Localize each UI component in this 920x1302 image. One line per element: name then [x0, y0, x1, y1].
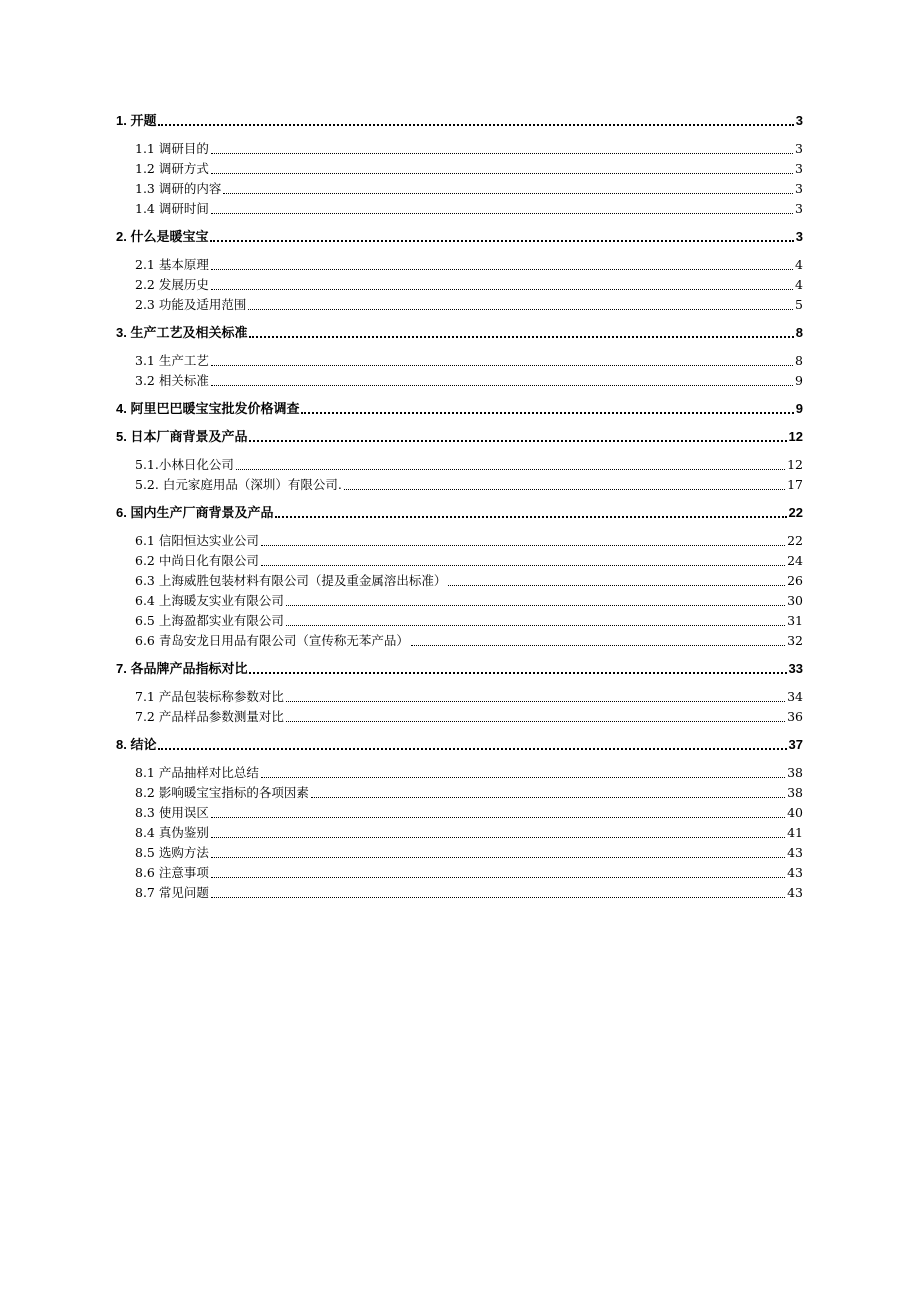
toc-subsection-entry[interactable] [116, 686, 803, 706]
toc-subsection-entry[interactable] [116, 370, 803, 390]
toc-subsection-page-number: 38 [787, 785, 803, 800]
toc-chapter-page-number: 33 [788, 661, 803, 676]
toc-subsection-entry[interactable] [116, 198, 803, 218]
toc-dot-leader [211, 153, 793, 154]
toc-dot-leader [249, 672, 786, 674]
toc-subsection-page-number: 9 [795, 373, 803, 388]
toc-section [116, 658, 803, 726]
toc-subsection-entry[interactable] [116, 630, 803, 650]
toc-dot-leader [158, 748, 786, 750]
toc-dot-leader [261, 565, 785, 566]
toc-subsection-title: 5.2. 白元家庭用品（深圳）有限公司. [135, 477, 342, 492]
toc-subsection-page-number: 8 [795, 353, 803, 368]
toc-subsection-title: 1.3 调研的内容 [135, 181, 222, 196]
toc-dot-leader [286, 605, 785, 606]
toc-subsection-page-number: 43 [787, 885, 803, 900]
toc-chapter-title: 6. 国内生产厂商背景及产品 [116, 505, 274, 520]
toc-section [116, 426, 803, 494]
toc-subsection-entry[interactable] [116, 274, 803, 294]
toc-dot-leader [211, 289, 793, 290]
toc-subsection-list [116, 254, 803, 314]
toc-dot-leader [311, 797, 785, 798]
toc-section [116, 226, 803, 314]
toc-dot-leader [211, 857, 785, 858]
toc-subsection-page-number: 43 [787, 845, 803, 860]
toc-dot-leader [411, 645, 785, 646]
toc-dot-leader [211, 385, 793, 386]
toc-subsection-title: 8.2 影响暖宝宝指标的各项因素 [135, 785, 309, 800]
toc-subsection-page-number: 38 [787, 765, 803, 780]
toc-dot-leader [211, 877, 785, 878]
toc-subsection-title: 8.6 注意事项 [135, 865, 209, 880]
toc-dot-leader [261, 777, 785, 778]
toc-subsection-entry[interactable] [116, 178, 803, 198]
toc-dot-leader [261, 545, 785, 546]
toc-dot-leader [344, 489, 785, 490]
toc-subsection-page-number: 36 [787, 709, 803, 724]
toc-dot-leader [236, 469, 785, 470]
toc-chapter-page-number: 8 [795, 325, 803, 340]
toc-subsection-page-number: 32 [787, 633, 803, 648]
toc-subsection-title: 6.3 上海威胜包装材料有限公司（提及重金属溶出标准） [135, 573, 447, 588]
toc-subsection-list [116, 530, 803, 650]
toc-subsection-title: 2.2 发展历史 [135, 277, 209, 292]
toc-subsection-entry[interactable] [116, 138, 803, 158]
toc-chapter-title: 4. 阿里巴巴暖宝宝批发价格调查 [116, 401, 300, 416]
toc-dot-leader [211, 817, 785, 818]
toc-subsection-entry[interactable] [116, 706, 803, 726]
toc-subsection-entry[interactable] [116, 158, 803, 178]
toc-subsection-entry[interactable] [116, 782, 803, 802]
toc-subsection-page-number: 40 [787, 805, 803, 820]
toc-chapter-entry[interactable] [116, 110, 803, 130]
toc-section [116, 502, 803, 650]
toc-subsection-page-number: 3 [795, 181, 803, 196]
toc-subsection-list [116, 686, 803, 726]
toc-subsection-title: 2.3 功能及适用范围 [135, 297, 247, 312]
toc-subsection-entry[interactable] [116, 570, 803, 590]
toc-subsection-title: 6.4 上海暖友实业有限公司 [135, 593, 284, 608]
toc-chapter-entry[interactable] [116, 502, 803, 522]
toc-subsection-entry[interactable] [116, 610, 803, 630]
toc-dot-leader [448, 585, 785, 586]
toc-subsection-list [116, 138, 803, 218]
toc-chapter-entry[interactable] [116, 426, 803, 446]
toc-subsection-entry[interactable] [116, 842, 803, 862]
toc-subsection-page-number: 22 [787, 533, 803, 548]
toc-subsection-page-number: 4 [795, 277, 803, 292]
toc-subsection-entry[interactable] [116, 862, 803, 882]
toc-subsection-entry[interactable] [116, 802, 803, 822]
toc-subsection-title: 8.5 选购方法 [135, 845, 209, 860]
toc-dot-leader [223, 193, 793, 194]
table-of-contents [116, 110, 803, 902]
toc-dot-leader [248, 309, 793, 310]
toc-subsection-title: 6.1 信阳恒达实业公司 [135, 533, 259, 548]
toc-chapter-entry[interactable] [116, 398, 803, 418]
toc-subsection-entry[interactable] [116, 590, 803, 610]
toc-chapter-title: 7. 各品牌产品指标对比 [116, 661, 248, 676]
toc-subsection-title: 6.2 中尚日化有限公司 [135, 553, 259, 568]
toc-subsection-title: 8.1 产品抽样对比总结 [135, 765, 259, 780]
toc-chapter-page-number: 3 [795, 113, 803, 128]
toc-subsection-title: 8.4 真伪鉴别 [135, 825, 209, 840]
toc-subsection-list [116, 454, 803, 494]
toc-subsection-title: 6.6 青岛安龙日用品有限公司（宣传称无苯产品） [135, 633, 409, 648]
toc-dot-leader [211, 837, 785, 838]
toc-subsection-page-number: 3 [795, 161, 803, 176]
toc-chapter-entry[interactable] [116, 734, 803, 754]
toc-subsection-title: 3.2 相关标准 [135, 373, 209, 388]
toc-subsection-title: 5.1.小林日化公司 [135, 457, 234, 472]
toc-chapter-page-number: 22 [788, 505, 803, 520]
toc-subsection-entry[interactable] [116, 454, 803, 474]
toc-section [116, 322, 803, 390]
toc-subsection-page-number: 31 [787, 613, 803, 628]
toc-section [116, 398, 803, 418]
toc-section [116, 734, 803, 902]
toc-subsection-title: 8.7 常见问题 [135, 885, 209, 900]
toc-chapter-title: 5. 日本厂商背景及产品 [116, 429, 248, 444]
toc-subsection-title: 1.4 调研时间 [135, 201, 209, 216]
toc-dot-leader [210, 240, 793, 242]
toc-subsection-page-number: 34 [787, 689, 803, 704]
toc-subsection-title: 2.1 基本原理 [135, 257, 209, 272]
toc-subsection-page-number: 17 [787, 477, 803, 492]
toc-dot-leader [211, 269, 793, 270]
toc-dot-leader [286, 721, 785, 722]
toc-subsection-page-number: 3 [795, 201, 803, 216]
toc-chapter-entry[interactable] [116, 226, 803, 246]
toc-subsection-entry[interactable] [116, 822, 803, 842]
toc-dot-leader [249, 336, 793, 338]
toc-subsection-entry[interactable] [116, 530, 803, 550]
toc-subsection-title: 8.3 使用误区 [135, 805, 209, 820]
toc-chapter-title: 1. 开题 [116, 113, 157, 128]
toc-subsection-entry[interactable] [116, 350, 803, 370]
toc-subsection-list [116, 350, 803, 390]
toc-dot-leader [211, 213, 793, 214]
toc-chapter-page-number: 3 [795, 229, 803, 244]
toc-subsection-title: 6.5 上海盈都实业有限公司 [135, 613, 284, 628]
toc-dot-leader [301, 412, 793, 414]
toc-chapter-title: 3. 生产工艺及相关标准 [116, 325, 248, 340]
toc-dot-leader [275, 516, 786, 518]
toc-subsection-title: 1.2 调研方式 [135, 161, 209, 176]
toc-chapter-title: 2. 什么是暖宝宝 [116, 229, 209, 244]
toc-chapter-entry[interactable] [116, 658, 803, 678]
toc-dot-leader [211, 897, 785, 898]
toc-subsection-entry[interactable] [116, 550, 803, 570]
toc-chapter-page-number: 37 [788, 737, 803, 752]
toc-subsection-page-number: 30 [787, 593, 803, 608]
toc-subsection-title: 7.2 产品样品参数测量对比 [135, 709, 284, 724]
toc-subsection-list [116, 762, 803, 902]
toc-subsection-title: 3.1 生产工艺 [135, 353, 209, 368]
toc-dot-leader [286, 701, 785, 702]
toc-dot-leader [211, 365, 793, 366]
toc-subsection-page-number: 4 [795, 257, 803, 272]
toc-subsection-entry[interactable] [116, 762, 803, 782]
toc-subsection-title: 1.1 调研目的 [135, 141, 209, 156]
toc-section [116, 110, 803, 218]
toc-subsection-entry[interactable] [116, 474, 803, 494]
toc-chapter-title: 8. 结论 [116, 737, 157, 752]
toc-subsection-entry[interactable] [116, 294, 803, 314]
toc-subsection-page-number: 41 [787, 825, 803, 840]
toc-subsection-page-number: 3 [795, 141, 803, 156]
toc-subsection-title: 7.1 产品包装标称参数对比 [135, 689, 284, 704]
toc-subsection-entry[interactable] [116, 882, 803, 902]
toc-subsection-page-number: 12 [787, 457, 803, 472]
toc-chapter-page-number: 9 [795, 401, 803, 416]
toc-chapter-page-number: 12 [788, 429, 803, 444]
toc-subsection-page-number: 43 [787, 865, 803, 880]
toc-dot-leader [286, 625, 785, 626]
toc-subsection-page-number: 5 [795, 297, 803, 312]
toc-chapter-entry[interactable] [116, 322, 803, 342]
toc-subsection-page-number: 24 [787, 553, 803, 568]
toc-dot-leader [158, 124, 793, 126]
toc-subsection-entry[interactable] [116, 254, 803, 274]
toc-dot-leader [249, 440, 786, 442]
toc-dot-leader [211, 173, 793, 174]
toc-subsection-page-number: 26 [787, 573, 803, 588]
